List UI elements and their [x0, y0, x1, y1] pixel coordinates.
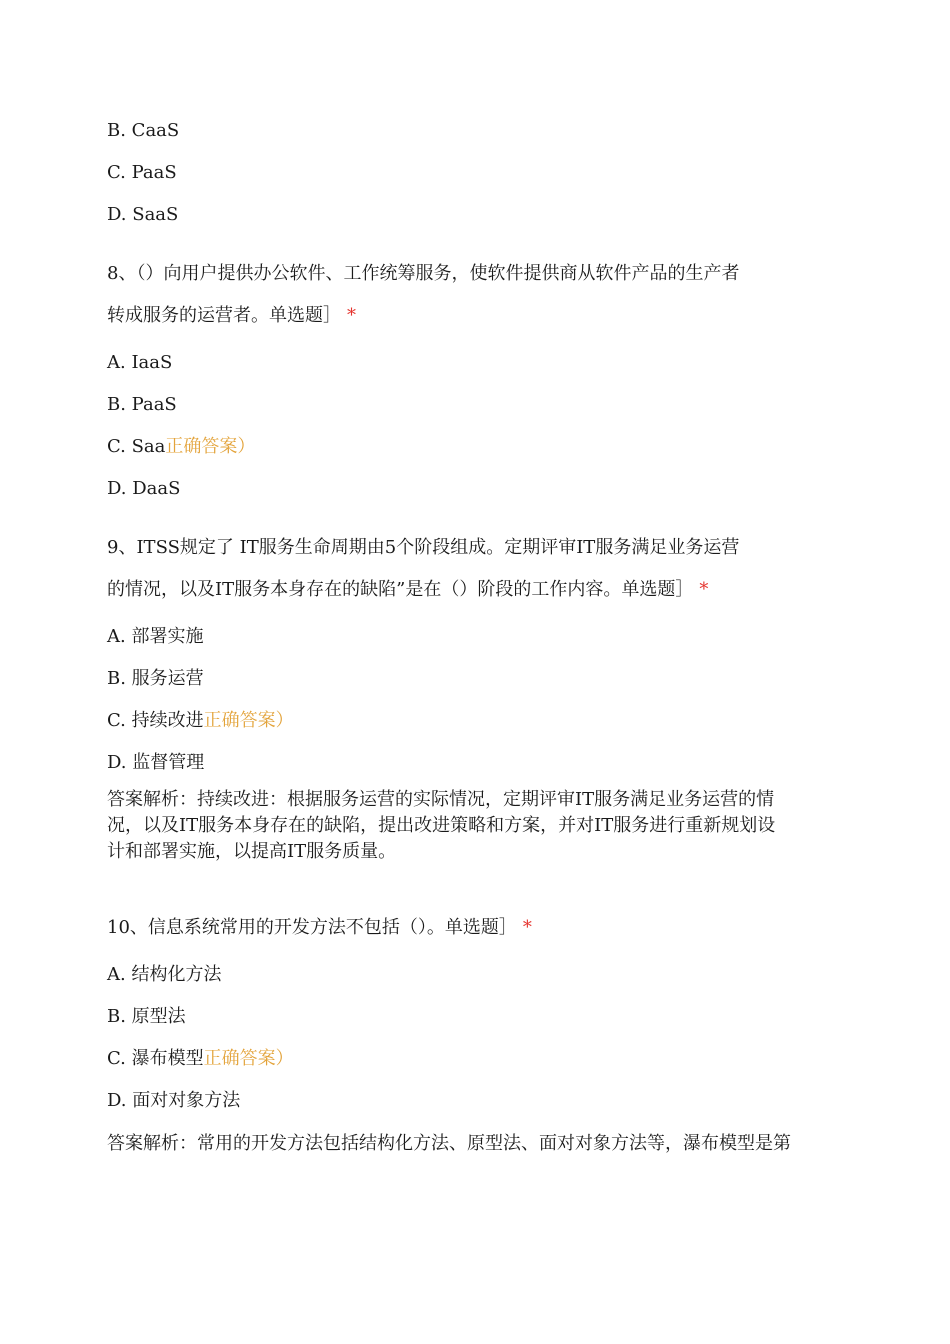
explanation-line: 计和部署实施，以提高IT服务质量。	[107, 841, 397, 862]
option-text: A. 结构化方法	[107, 964, 222, 985]
option-text: D. SaaS	[107, 204, 179, 225]
option-text: D. 监督管理	[107, 752, 205, 773]
question-8-stem	[107, 262, 739, 286]
option-c[interactable]	[107, 161, 177, 185]
option-b[interactable]	[107, 667, 204, 691]
option-text: A. IaaS	[107, 352, 173, 373]
option-c[interactable]	[107, 709, 294, 733]
option-d[interactable]	[107, 203, 178, 227]
option-c[interactable]	[107, 1047, 294, 1071]
option-d[interactable]	[107, 1089, 240, 1113]
required-mark: *	[347, 305, 356, 326]
question-text: 转成服务的运营者。单选题］	[107, 305, 341, 326]
option-text: C. 持续改进	[107, 710, 204, 731]
option-c[interactable]	[107, 435, 255, 459]
option-d[interactable]	[107, 751, 204, 775]
answer-explanation	[107, 787, 775, 865]
option-b[interactable]	[107, 119, 179, 143]
option-text: B. 原型法	[107, 1006, 186, 1027]
required-mark: *	[522, 917, 532, 938]
option-b[interactable]	[107, 1005, 186, 1029]
question-9-stem	[107, 536, 739, 560]
explanation-line: 答案解析：常用的开发方法包括结构化方法、原型法、面对对象方法等，瀑布模型是第	[107, 1133, 791, 1154]
question-text: 9、ITSS规定了 IT服务生命周期由5个阶段组成。定期评审IT服务满足业务运营	[107, 537, 740, 558]
option-a[interactable]	[107, 963, 221, 987]
answer-explanation	[107, 1131, 791, 1157]
option-d[interactable]	[107, 477, 180, 501]
question-text: 的情况，以及IT服务本身存在的缺陷”是在（）阶段的工作内容。单选题］	[107, 579, 694, 600]
option-text: C. PaaS	[107, 162, 177, 183]
option-text: B. CaaS	[107, 120, 180, 141]
option-text: B. PaaS	[107, 394, 177, 415]
option-b[interactable]	[107, 393, 177, 417]
explanation-line: 况，以及IT服务本身存在的缺陷，提出改进策略和方案，并对IT服务进行重新规划设	[107, 815, 776, 836]
question-text: 10、信息系统常用的开发方法不包括（）。单选题］	[107, 917, 517, 938]
option-text: D. DaaS	[107, 478, 181, 499]
correct-answer-label: 正确答案）	[203, 710, 294, 731]
question-9-stem-cont	[107, 578, 708, 602]
question-10-stem	[107, 916, 532, 940]
correct-answer-label: 正确答案）	[165, 436, 256, 457]
option-text: C. 瀑布模型	[107, 1048, 204, 1069]
option-a[interactable]	[107, 351, 172, 375]
explanation-line: 答案解析：持续改进：根据服务运营的实际情况，定期评审IT服务满足业务运营的情	[107, 789, 775, 810]
option-text: C. Saa	[107, 436, 166, 457]
required-mark: *	[699, 579, 709, 600]
option-text: A. 部署实施	[107, 626, 204, 647]
option-text: D. 面对对象方法	[107, 1090, 241, 1111]
option-a[interactable]	[107, 625, 203, 649]
correct-answer-label: 正确答案）	[203, 1048, 294, 1069]
question-8-stem-cont	[107, 304, 356, 328]
option-text: B. 服务运营	[107, 668, 204, 689]
question-text: 8、（）向用户提供办公软件、工作统筹服务，使软件提供商从软件产品的生产者	[107, 263, 740, 284]
